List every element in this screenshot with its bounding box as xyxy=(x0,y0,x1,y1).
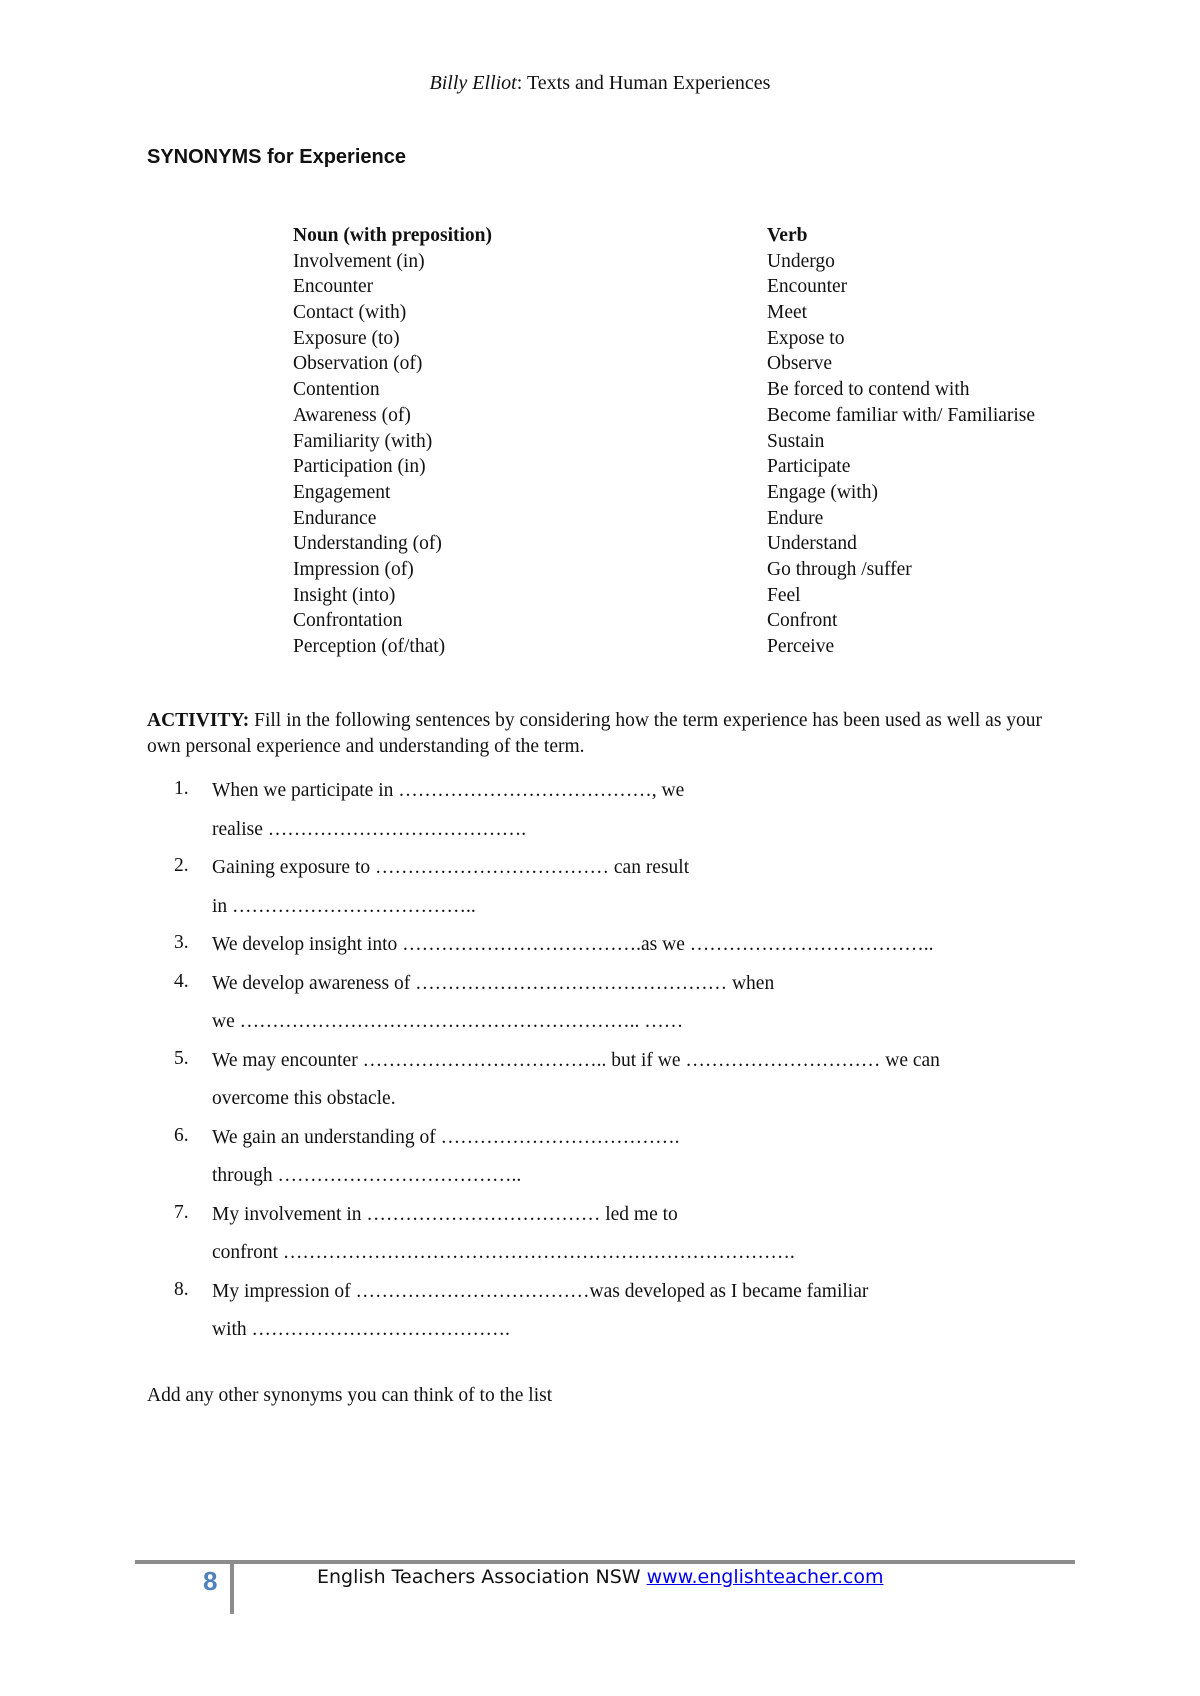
synonym-row xyxy=(293,300,1093,326)
synonym-row xyxy=(293,351,1093,377)
question-item xyxy=(147,932,1107,971)
noun-cell: Encounter xyxy=(293,276,374,298)
question-line: Gaining exposure to ……………………………… can result xyxy=(212,857,690,878)
question-number: 2. xyxy=(174,855,189,876)
footer-text xyxy=(317,1566,883,1588)
synonym-row xyxy=(293,454,1093,480)
question-number: 1. xyxy=(174,778,189,799)
closing-instruction: Add any other synonyms you can think of to the list xyxy=(147,1385,553,1406)
question-item xyxy=(147,1125,1107,1202)
verb-cell: Encounter xyxy=(767,276,848,298)
verb-cell: Undergo xyxy=(767,250,835,272)
question-number: 6. xyxy=(174,1124,189,1146)
noun-cell: Perception (of/that) xyxy=(293,636,446,657)
question-line: in ……………………………….. xyxy=(212,895,476,917)
question-line: through ……………………………….. xyxy=(212,1165,522,1186)
verb-cell: Endure xyxy=(767,507,824,529)
question-line: We gain an understanding of ………………………………. xyxy=(212,1126,680,1148)
verb-cell: Feel xyxy=(767,584,801,606)
activity-text: Fill in the following sentences by considering how the term experience has been used as well as your own personal experience and understanding of the term. xyxy=(147,710,1043,757)
question-item xyxy=(147,855,1107,932)
verb-cell: Expose to xyxy=(767,327,845,349)
activity-label: ACTIVITY: xyxy=(147,710,250,731)
question-line: We develop insight into ……………………………….as we ……………………………….. xyxy=(212,934,934,955)
noun-cell: Understanding (of) xyxy=(293,533,442,555)
question-line: with …………………………………. xyxy=(212,1319,510,1340)
synonym-row xyxy=(293,429,1093,455)
synonym-row xyxy=(293,326,1093,352)
synonym-row xyxy=(293,506,1093,532)
verb-cell: Be forced to contend with xyxy=(767,379,970,401)
question-line: When we participate in …………………………………, we xyxy=(212,780,685,801)
question-line: overcome this obstacle. xyxy=(212,1088,396,1109)
verb-cell: Meet xyxy=(767,302,808,324)
noun-cell: Involvement (in) xyxy=(293,250,425,272)
question-item xyxy=(147,1048,1107,1125)
verb-cell: Confront xyxy=(767,610,838,632)
question-line: My involvement in ……………………………… led me to xyxy=(212,1203,678,1225)
question-list xyxy=(147,778,1107,1356)
noun-cell: Observation (of) xyxy=(293,353,423,375)
synonym-row xyxy=(293,480,1093,506)
verb-cell: Understand xyxy=(767,533,857,555)
running-header xyxy=(0,72,1200,95)
verb-cell: Engage (with) xyxy=(767,481,879,503)
noun-cell: Impression (of) xyxy=(293,558,414,580)
synonyms-header-row xyxy=(293,223,1093,249)
synonym-row xyxy=(293,608,1093,634)
verb-cell: Observe xyxy=(767,353,832,375)
noun-cell: Participation (in) xyxy=(293,456,426,478)
footer-divider xyxy=(230,1564,234,1614)
noun-cell: Awareness (of) xyxy=(293,404,411,426)
verb-cell: Sustain xyxy=(767,430,825,452)
question-line: We may encounter ……………………………….. but if we ………………………… we can xyxy=(212,1049,940,1071)
question-line: confront ……………………………………………………………………. xyxy=(212,1242,795,1263)
section-heading: SYNONYMS for Experience xyxy=(147,146,406,168)
noun-cell: Exposure (to) xyxy=(293,327,400,349)
synonyms-rows xyxy=(293,249,1093,660)
verb-column-header: Verb xyxy=(767,225,808,246)
synonym-row xyxy=(293,634,1093,660)
question-number: 7. xyxy=(174,1201,189,1223)
noun-cell: Contention xyxy=(293,379,380,401)
synonym-row xyxy=(293,249,1093,275)
header-title-italic: Billy Elliot xyxy=(429,72,517,94)
noun-cell: Insight (into) xyxy=(293,584,396,606)
synonym-row xyxy=(293,403,1093,429)
synonym-row xyxy=(293,531,1093,557)
noun-cell: Engagement xyxy=(293,481,391,503)
verb-cell: Go through /suffer xyxy=(767,558,912,580)
noun-cell: Familiarity (with) xyxy=(293,430,433,452)
verb-cell: Perceive xyxy=(767,636,835,657)
activity-instructions xyxy=(147,708,1077,760)
question-item xyxy=(147,971,1107,1048)
synonyms-table xyxy=(293,223,1093,660)
question-item xyxy=(147,1279,1107,1356)
question-number: 3. xyxy=(174,932,189,953)
footer-rule xyxy=(135,1560,1075,1564)
question-line: we …………………………………………………….. …… xyxy=(212,1011,684,1032)
verb-cell: Participate xyxy=(767,456,851,478)
synonym-row xyxy=(293,583,1093,609)
question-number: 5. xyxy=(174,1047,189,1069)
question-number: 8. xyxy=(174,1278,189,1300)
header-title-rest: : Texts and Human Experiences xyxy=(516,72,771,94)
synonym-row xyxy=(293,557,1093,583)
page-number: 8 xyxy=(203,1566,218,1596)
verb-cell: Become familiar with/ Familiarise xyxy=(767,404,1036,426)
question-item xyxy=(147,778,1107,855)
question-number: 4. xyxy=(174,970,189,992)
synonym-row xyxy=(293,377,1093,403)
question-line: My impression of ………………………………was developed as I became familiar xyxy=(212,1280,869,1302)
footer-organisation: English Teachers Association NSW xyxy=(317,1566,647,1588)
noun-column-header: Noun (with preposition) xyxy=(293,225,493,246)
noun-cell: Confrontation xyxy=(293,610,403,632)
question-item xyxy=(147,1202,1107,1279)
question-line: realise …………………………………. xyxy=(212,818,527,840)
noun-cell: Endurance xyxy=(293,507,377,529)
noun-cell: Contact (with) xyxy=(293,302,407,324)
synonym-row xyxy=(293,274,1093,300)
question-line: We develop awareness of ………………………………………… when xyxy=(212,972,775,994)
footer-website-link[interactable]: www.englishteacher.com xyxy=(646,1566,884,1588)
